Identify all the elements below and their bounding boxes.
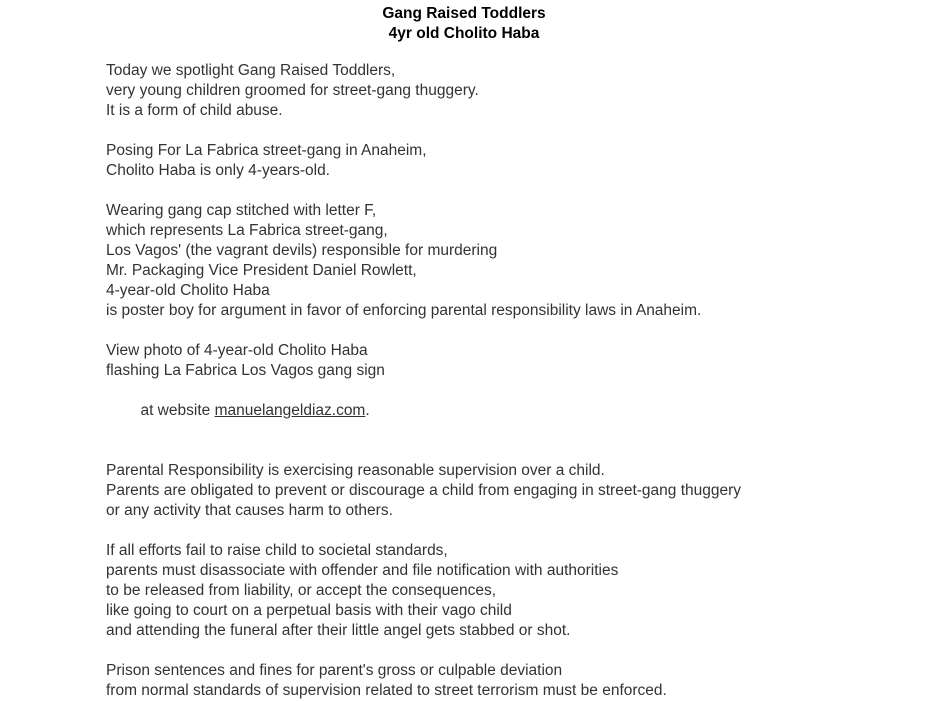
paragraph-prison-sentences [106,661,928,701]
body-line: It is a form of child abuse. [106,102,283,119]
body-line: Mr. Packaging Vice President Daniel Rowlett, [106,262,417,279]
document-title [0,0,928,44]
body-line: Los Vagos' (the vagrant devils) responsible for murdering [106,242,498,259]
title-line-1: Gang Raised Toddlers [382,5,546,22]
body-line-with-link [106,381,928,441]
link-suffix-text: . [365,402,370,419]
body-line: to be released from liability, or accept the consequences, [106,582,497,599]
body-line: or any activity that causes harm to others. [106,502,393,519]
body-line: is poster boy for argument in favor of enforcing parental responsibility laws in Anaheim. [106,302,702,319]
body-line: from normal standards of supervision related to street terrorism must be enforced. [106,682,667,699]
paragraph-posing [106,141,928,181]
paragraph-intro [106,61,928,121]
link-prefix-text: at website [140,402,215,419]
body-line: Wearing gang cap stitched with letter F, [106,202,377,219]
body-line: very young children groomed for street-gang thuggery. [106,82,479,99]
body-line: parents must disassociate with offender and file notification with authorities [106,562,619,579]
body-line: Prison sentences and fines for parent's gross or culpable deviation [106,662,563,679]
website-link[interactable]: manuelangeldiaz.com [214,402,366,419]
paragraph-parental-responsibility [106,461,928,521]
body-line: Parents are obligated to prevent or discourage a child from engaging in street-gang thuggery [106,482,742,499]
body-line: which represents La Fabrica street-gang, [106,222,388,239]
body-line: Parental Responsibility is exercising reasonable supervision over a child. [106,462,605,479]
body-line: flashing La Fabrica Los Vagos gang sign [106,362,385,379]
paragraph-disassociate [106,541,928,641]
body-line: and attending the funeral after their little angel gets stabbed or shot. [106,622,571,639]
paragraph-gang-cap [106,201,928,321]
paragraph-view-photo [106,341,928,441]
body-line: Today we spotlight Gang Raised Toddlers, [106,62,396,79]
body-line: like going to court on a perpetual basis with their vago child [106,602,512,619]
body-line: View photo of 4-year-old Cholito Haba [106,342,368,359]
body-line: Posing For La Fabrica street-gang in Anaheim, [106,142,427,159]
title-line-2: 4yr old Cholito Haba [388,25,540,42]
document-body [106,61,928,701]
body-line: Cholito Haba is only 4-years-old. [106,162,330,179]
body-line: If all efforts fail to raise child to societal standards, [106,542,448,559]
body-line: 4-year-old Cholito Haba [106,282,270,299]
